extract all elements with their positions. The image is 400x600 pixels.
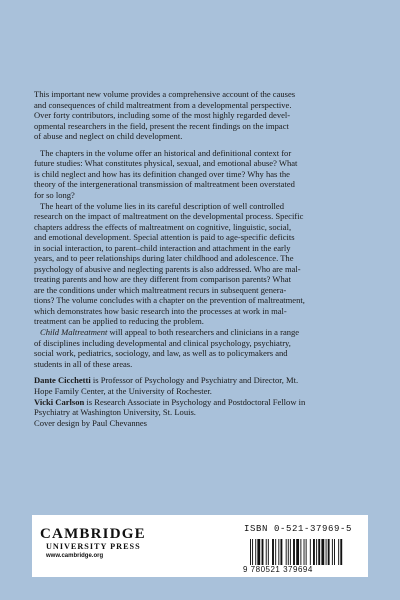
publisher-footer xyxy=(32,515,368,577)
cover-credit xyxy=(34,418,364,429)
paragraph-research xyxy=(34,201,364,327)
text-line: is child neglect and how has its definition changed over time? Why has the xyxy=(34,168,290,179)
isbn-label: ISBN 0-521-37969-5 xyxy=(244,524,353,534)
text-line: Cover design by Paul Chevannes xyxy=(34,418,147,428)
text-line: Psychiatry at Washington University, St. Louis. xyxy=(34,407,196,417)
text-line: and consequences of child maltreatment from a developmental perspective. xyxy=(34,99,292,110)
publisher-url: www.cambridge.org xyxy=(46,553,104,559)
text-line: are the conditions under which maltreatment recurs in subsequent genera- xyxy=(34,284,287,295)
text-line: psychology of abusive and neglecting parents is also addressed. Who are mal- xyxy=(34,263,301,274)
text-line xyxy=(34,397,364,408)
book-title: Child Maltreatment xyxy=(40,327,108,337)
text-line: of abuse and neglect on child development. xyxy=(34,131,183,141)
text-line: treating parents and how are they different from comparison parents? What xyxy=(34,274,291,284)
text-fragment: is Research Associate in Psychology and Postdoctoral Fellow in xyxy=(84,396,306,407)
paragraph-intro xyxy=(34,89,364,142)
author-name: Vicki Carlson xyxy=(34,396,85,407)
text-line: students in all of these areas. xyxy=(34,358,133,369)
author-bio xyxy=(34,397,364,418)
paragraph-appeal xyxy=(34,327,364,369)
text-line: tions? The volume concludes with a chapter on the prevention of maltreatment, xyxy=(34,295,305,305)
text-line: The heart of the volume lies in its careful description of well controlled xyxy=(40,200,284,211)
text-line: research on the impact of maltreatment on the developmental process. Specific xyxy=(34,211,304,221)
text-line: and emotional development. Special attention is paid to age-specific deficits xyxy=(34,232,295,242)
text-line: for so long? xyxy=(34,189,75,200)
text-line: social work, pediatrics, sociology, and law, as well as to policymakers and xyxy=(34,348,288,358)
text-fragment: is Professor of Psychology and Psychiatry and Director, Mt. xyxy=(90,375,299,385)
barcode-number: 9 780521 379694 xyxy=(243,565,313,574)
publisher-logo xyxy=(40,527,146,561)
text-fragment: will appeal to both researchers and clinicians in a range xyxy=(107,327,300,337)
text-line: years, and to peer relationships during later childhood and adolescence. The xyxy=(34,253,294,263)
text-line: opmental researchers in the field, present the recent findings on the impact xyxy=(34,120,289,131)
text-line: future studies: What constitutes physical, sexual, and emotional abuse? What xyxy=(34,158,298,168)
publisher-name: CAMBRIDGE xyxy=(40,526,146,542)
barcode-icon xyxy=(250,539,360,565)
text-line: The chapters in the volume offer an historical and definitional context for xyxy=(40,147,292,158)
paragraph-chapters xyxy=(34,148,364,201)
text-line: which demonstrates how basic research into the processes at work in mal- xyxy=(34,305,287,316)
publisher-subname: UNIVERSITY PRESS xyxy=(46,542,141,551)
text-line xyxy=(34,327,364,338)
text-line: Hope Family Center, at the University of Rochester. xyxy=(34,385,212,396)
text-line: chapters address the effects of maltreatment on cognitive, linguistic, social, xyxy=(34,221,292,232)
text-line: of disciplines including developmental and clinical psychology, psychiatry, xyxy=(34,337,291,348)
text-line: This important new volume provides a comprehensive account of the causes xyxy=(34,89,296,99)
text-line: in social interaction, to parent–child interaction and attachment in the early xyxy=(34,242,291,253)
text-line: theory of the intergenerational transmission of maltreatment been overstated xyxy=(34,179,295,189)
text-line xyxy=(34,375,364,386)
blurb-text xyxy=(34,89,364,429)
text-line: Over forty contributors, including some of the most highly regarded devel- xyxy=(34,110,291,120)
text-line: treatment can be applied to reducing the problem. xyxy=(34,316,204,326)
author-name: Dante Cicchetti xyxy=(34,375,91,385)
author-bio xyxy=(34,375,364,396)
